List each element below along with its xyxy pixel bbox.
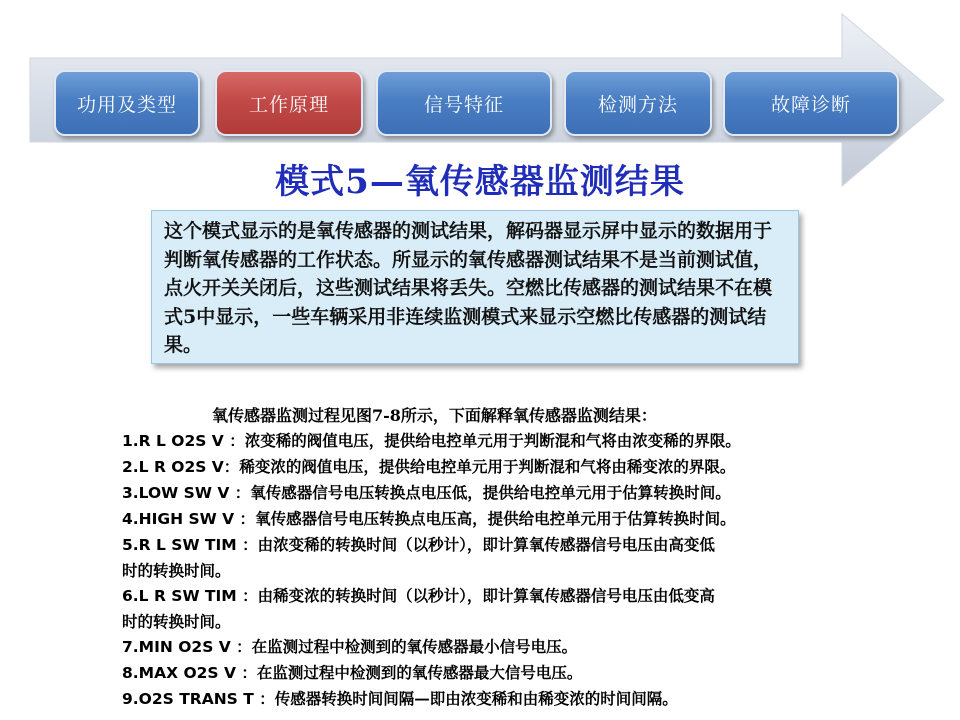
list-item (122, 506, 952, 532)
item-text: 传感器转换时间间隔—即由浓变稀和由稀变浓的时间间隔。 (274, 689, 678, 708)
list-item (122, 532, 952, 583)
list-item (122, 583, 952, 634)
list-item (122, 454, 952, 480)
item-code: 1.R L O2S V (122, 432, 224, 450)
nav-tab-working-principle[interactable]: 工作原理 (215, 70, 363, 136)
item-separator: ： (229, 483, 251, 502)
item-text: 由浓变稀的转换时间（以秒计），即计算氧传感器信号电压由高变低 (257, 535, 715, 554)
item-text-continued: 时的转换时间。 (122, 561, 231, 580)
nav-tab-fault-diagnosis[interactable]: 故障诊断 (723, 70, 899, 136)
item-separator: ： (236, 535, 258, 554)
list-item (122, 660, 952, 686)
item-code: 7.MIN O2S V (122, 638, 231, 656)
item-separator: ： (235, 663, 257, 682)
item-code: 2.L R O2S V (122, 458, 224, 476)
item-separator: ： (234, 509, 256, 528)
item-separator: ： (223, 431, 245, 450)
nav-tab-function-types[interactable]: 功用及类型 (54, 70, 200, 136)
description-box (151, 210, 799, 364)
list-item (122, 480, 952, 506)
item-code: 6.L R SW TIM (122, 587, 237, 605)
nav-tab-signal-features[interactable]: 信号特征 (376, 70, 552, 136)
item-text: 氧传感器信号电压转换点电压低，提供给电控单元用于估算转换时间。 (250, 483, 731, 502)
item-text: 浓变稀的阀值电压，提供给电控单元用于判断混和气将由浓变稀的界限。 (244, 431, 741, 450)
list-item (122, 634, 952, 660)
page-title: 模式5—氧传感器监测结果 (275, 162, 685, 202)
list-item (122, 686, 952, 712)
item-separator: ： (236, 586, 258, 605)
item-text: 由稀变浓的转换时间（以秒计），即计算氧传感器信号电压由低变高 (257, 586, 715, 605)
item-code: 8.MAX O2S V (122, 664, 236, 682)
item-text: 在监测过程中检测到的氧传感器最大信号电压。 (256, 663, 583, 682)
item-text-continued: 时的转换时间。 (122, 612, 231, 631)
list-item (122, 428, 952, 454)
item-separator: ： (253, 689, 275, 708)
item-separator: ： (230, 637, 252, 656)
item-separator: ： (223, 457, 240, 476)
item-text: 氧传感器信号电压转换点电压高，提供给电控单元用于估算转换时间。 (255, 509, 736, 528)
monitor-intro: 氧传感器监测过程见图7-8所示，下面解释氧传感器监测结果： (212, 406, 657, 425)
item-code: 9.O2S TRANS T (122, 690, 254, 708)
item-code: 3.LOW SW V (122, 484, 230, 502)
description-text: 这个模式显示的是氧传感器的测试结果，解码器显示屏中显示的数据用于判断氧传感器的工作状态。所显示的氧传感器测试结果不是当前测试值，点火开关关闭后，这些测试结果将丢失。空燃比传感器的测试结果不在模式5中显示，一些车辆采用非连续监测模式来显示空燃比传感器的测试结果。 (164, 220, 773, 356)
section-nav (54, 70, 904, 136)
item-code: 4.HIGH SW V (122, 510, 235, 528)
item-text: 稀变浓的阀值电压，提供给电控单元用于判断混和气将由稀变浓的界限。 (239, 457, 736, 476)
result-list (122, 428, 952, 712)
item-text: 在监测过程中检测到的氧传感器最小信号电压。 (251, 637, 578, 656)
item-code: 5.R L SW TIM (122, 536, 237, 554)
nav-tab-test-methods[interactable]: 检测方法 (564, 70, 712, 136)
